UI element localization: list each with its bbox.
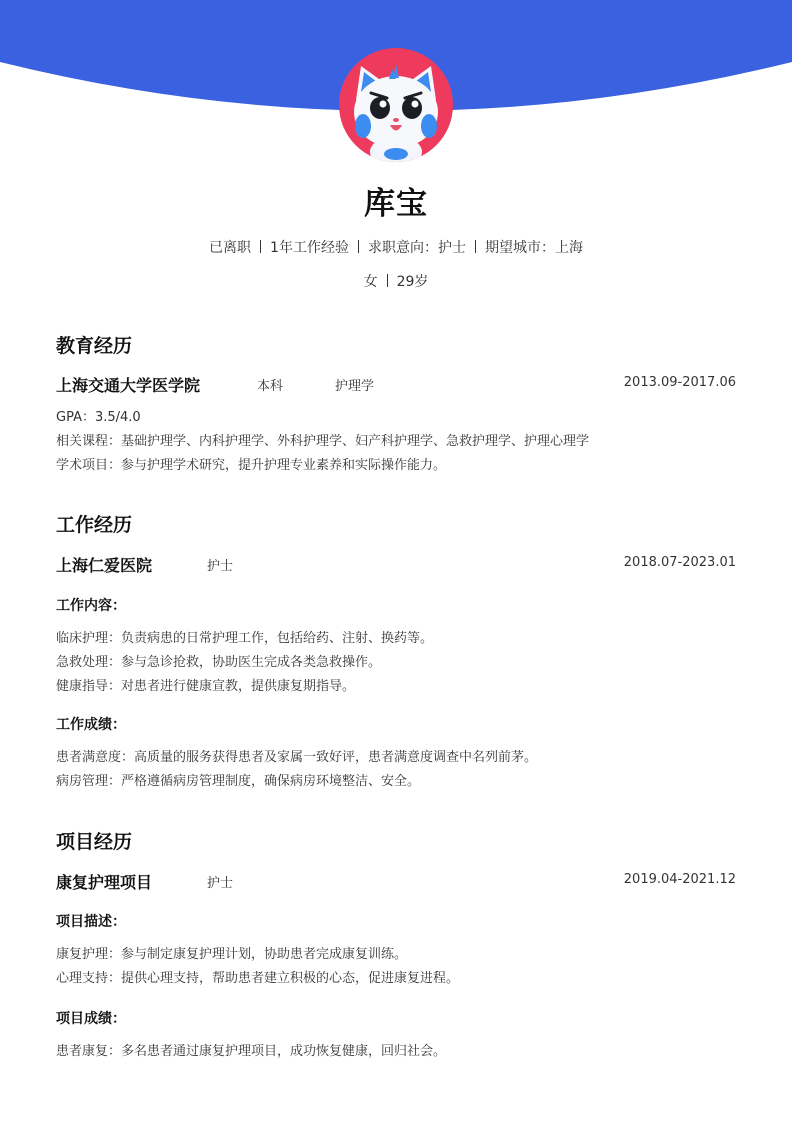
education-details [56,406,746,478]
education-date: 2013.09-2017.06 [623,375,736,390]
cat-mascot-icon [339,48,453,162]
list-item: 临床护理：负责病患的日常护理工作，包括给药、注射、换药等。 [56,631,434,646]
degree: 本科 [257,379,284,394]
list-item: 急救处理：参与急诊抢救，协助医生完成各类急救操作。 [56,655,382,670]
related-courses: 相关课程：基础护理学、内科护理学、外科护理学、妇产科护理学、急救护理学、护理心理学 [56,434,590,449]
divider [387,274,388,287]
expected-city: 期望城市：上海 [484,240,583,256]
project-section-title: 项目经历 [56,831,133,853]
project-name: 康复护理项目 [56,873,153,892]
age: 29岁 [396,274,429,290]
work-achievements-list [56,746,746,794]
list-item: 患者满意度：高质量的服务获得患者及家属一致好评，患者满意度调查中名列前茅。 [56,750,538,765]
list-item: 康复护理：参与制定康复护理计划，协助患者完成康复训练。 [56,947,408,962]
project-results-title: 项目成绩： [56,1011,126,1027]
project-results-list [56,1040,746,1064]
academic-projects: 学术项目：参与护理学术研究，提升护理专业素养和实际操作能力。 [56,458,447,473]
profile-meta-secondary [0,271,792,291]
project-date: 2019.04-2021.12 [623,872,736,887]
work-content-list [56,627,746,699]
project-role: 护士 [207,876,234,891]
job-status: 已离职 [209,240,252,256]
major: 护理学 [335,379,375,394]
divider [475,240,476,253]
work-section-title: 工作经历 [56,514,133,536]
avatar [339,48,453,162]
education-section-title: 教育经历 [56,335,133,357]
work-achievements-title: 工作成绩： [56,717,126,733]
list-item: 心理支持：提供心理支持，帮助患者建立积极的心态，促进康复进程。 [56,971,460,986]
project-description-list [56,943,746,991]
candidate-name: 库宝 [364,186,428,222]
company-name: 上海仁爱医院 [56,556,153,575]
gender: 女 [363,274,378,290]
job-intention: 求职意向：护士 [367,240,466,256]
list-item: 病房管理：严格遵循病房管理制度，确保病房环境整洁、安全。 [56,774,421,789]
project-description-title: 项目描述： [56,914,126,930]
gpa: GPA：3.5/4.0 [56,410,141,425]
school-name: 上海交通大学医学院 [56,376,201,395]
work-experience: 1年工作经验 [270,240,349,256]
work-role: 护士 [207,559,234,574]
work-content-title: 工作内容： [56,598,126,614]
work-date: 2018.07-2023.01 [623,555,736,570]
list-item: 患者康复：多名患者通过康复护理项目，成功恢复健康，回归社会。 [56,1044,447,1059]
divider [260,240,261,253]
divider [358,240,359,253]
profile-meta-primary [0,237,792,257]
list-item: 健康指导：对患者进行健康宣教，提供康复期指导。 [56,679,356,694]
